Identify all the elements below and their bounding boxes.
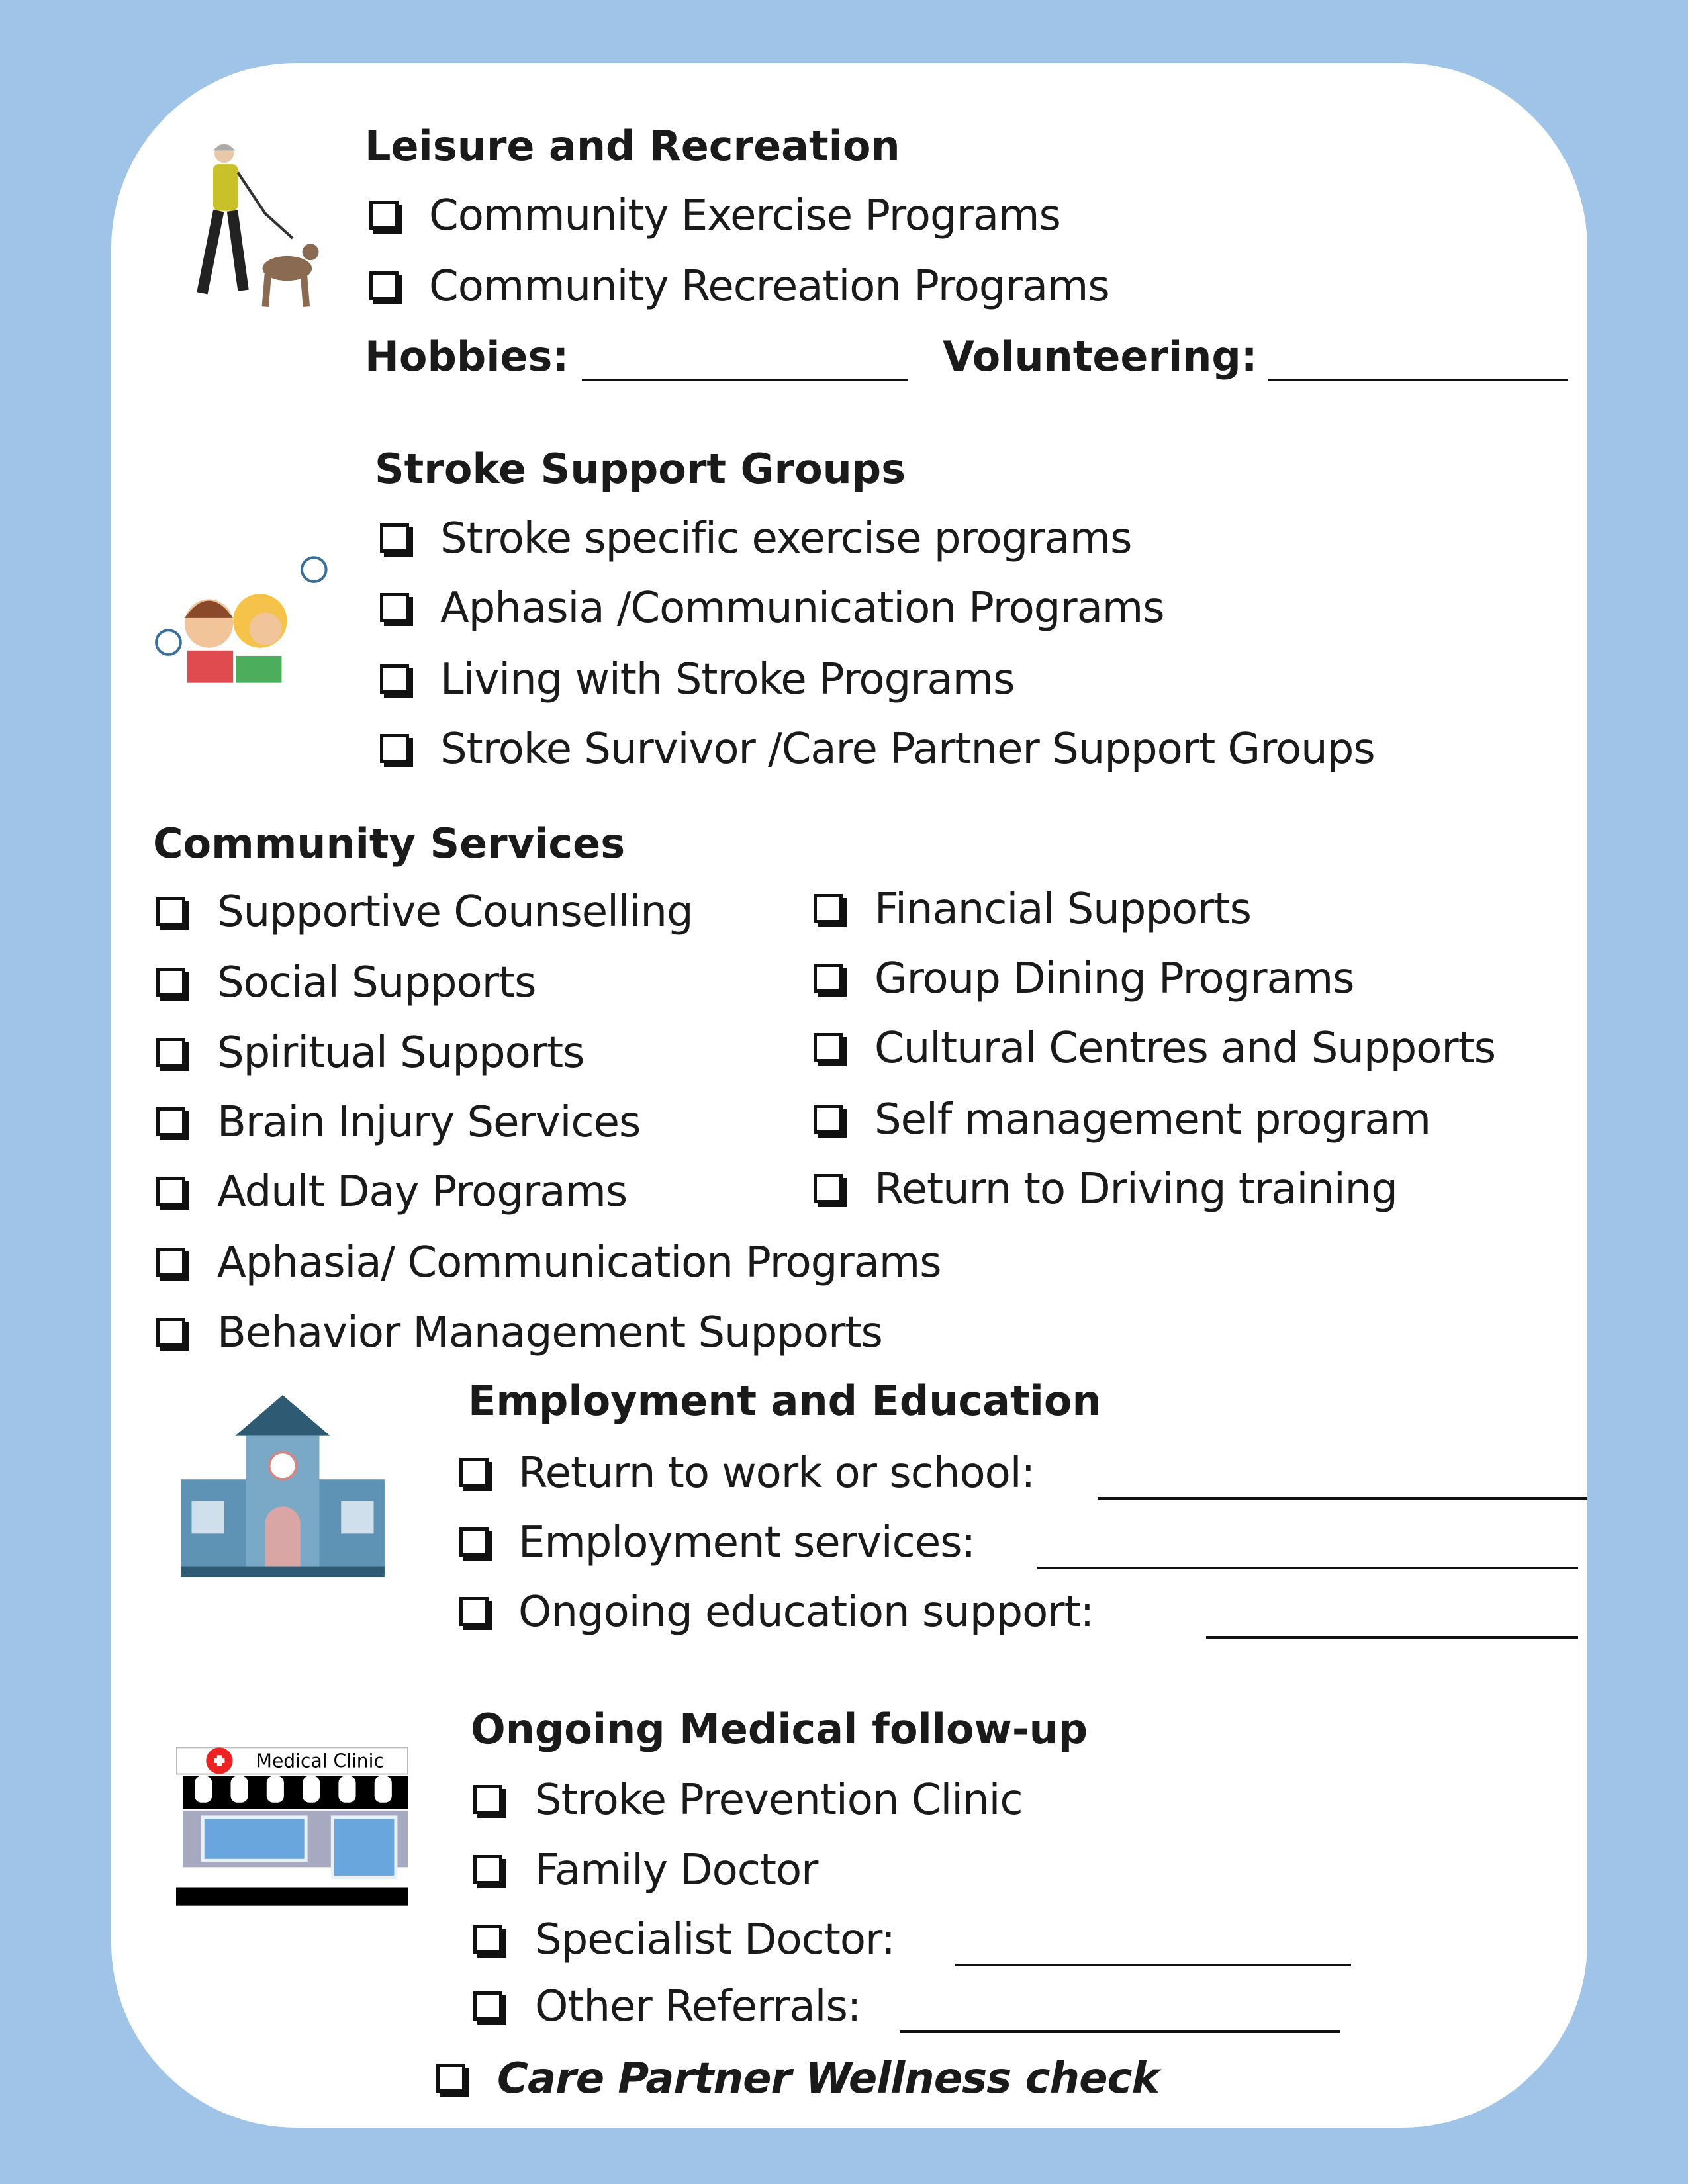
volunteering-field[interactable] — [1268, 379, 1568, 381]
item-label: Stroke Prevention Clinic — [535, 1776, 1023, 1825]
hobbies-field[interactable] — [582, 379, 908, 381]
employment-services-field[interactable] — [1037, 1567, 1578, 1569]
item-label: Behavior Management Supports — [217, 1308, 882, 1357]
item-label: Employment services: — [518, 1518, 976, 1567]
education-support-field[interactable] — [1206, 1636, 1578, 1639]
medical-heading: Ongoing Medical follow-up — [471, 1705, 1088, 1753]
school-building-icon — [180, 1395, 385, 1577]
checkbox[interactable] — [380, 734, 409, 763]
checkbox[interactable] — [156, 1177, 185, 1206]
checkbox[interactable] — [473, 1925, 502, 1954]
checkbox[interactable] — [459, 1597, 489, 1626]
item-label: Self management program — [874, 1095, 1430, 1144]
checkbox[interactable] — [156, 1318, 185, 1347]
medical-clinic-icon — [176, 1747, 409, 1907]
checkbox[interactable] — [156, 1248, 185, 1277]
checkbox[interactable] — [814, 964, 843, 993]
hobbies-label: Hobbies: — [365, 332, 569, 381]
item-label: Supportive Counselling — [217, 887, 693, 936]
checkbox[interactable] — [459, 1458, 489, 1487]
item-label: Care Partner Wellness check — [497, 2054, 1159, 2103]
checkbox[interactable] — [156, 1107, 185, 1136]
item-label: Return to Driving training — [874, 1165, 1397, 1214]
checkbox[interactable] — [473, 1785, 502, 1814]
checkbox[interactable] — [380, 523, 409, 553]
specialist-doctor-field[interactable] — [955, 1964, 1351, 1966]
volunteering-label: Volunteering: — [943, 332, 1258, 381]
return-to-work-field[interactable] — [1098, 1497, 1587, 1500]
item-label: Social Supports — [217, 958, 536, 1007]
community-services-heading: Community Services — [153, 819, 626, 868]
item-label: Stroke specific exercise programs — [440, 514, 1132, 563]
checkbox[interactable] — [380, 593, 409, 622]
checkbox[interactable] — [369, 271, 399, 300]
item-label: Cultural Centres and Supports — [874, 1024, 1496, 1073]
checkbox[interactable] — [459, 1527, 489, 1557]
item-label: Aphasia /Communication Programs — [440, 584, 1164, 633]
leisure-heading: Leisure and Recreation — [365, 122, 900, 170]
other-referrals-field[interactable] — [900, 2030, 1340, 2033]
item-label: Community Exercise Programs — [429, 191, 1060, 240]
checkbox[interactable] — [436, 2064, 465, 2093]
support-group-icon — [152, 555, 341, 687]
stroke-support-heading: Stroke Support Groups — [375, 445, 906, 493]
walking-with-dog-icon — [182, 142, 321, 334]
item-label: Stroke Survivor /Care Partner Support Groups — [440, 725, 1375, 774]
checkbox[interactable] — [473, 1855, 502, 1884]
checkbox[interactable] — [380, 664, 409, 694]
checkbox[interactable] — [814, 1105, 843, 1134]
item-label: Aphasia/ Communication Programs — [217, 1238, 941, 1287]
checkbox[interactable] — [156, 1038, 185, 1067]
checkbox[interactable] — [156, 968, 185, 997]
item-label: Other Referrals: — [535, 1982, 861, 2031]
item-label: Return to work or school: — [518, 1449, 1035, 1498]
employment-heading: Employment and Education — [468, 1377, 1102, 1425]
item-label: Family Doctor — [535, 1846, 818, 1895]
checkbox[interactable] — [814, 1033, 843, 1062]
checkbox[interactable] — [814, 1174, 843, 1203]
item-label: Ongoing education support: — [518, 1588, 1094, 1637]
checkbox[interactable] — [473, 1991, 502, 2021]
checkbox-community-exercise[interactable] — [369, 186, 1164, 246]
item-label: Living with Stroke Programs — [440, 655, 1015, 704]
item-label: Brain Injury Services — [217, 1098, 641, 1147]
clinic-sign-text: Medical Clinic — [256, 1750, 384, 1772]
item-label: Specialist Doctor: — [535, 1915, 895, 1964]
checkbox[interactable] — [156, 897, 185, 926]
item-label: Adult Day Programs — [217, 1167, 628, 1216]
checkbox[interactable] — [369, 201, 399, 230]
checkbox[interactable] — [814, 894, 843, 923]
item-label: Financial Supports — [874, 885, 1251, 934]
item-label: Group Dining Programs — [874, 954, 1354, 1003]
item-label: Spiritual Supports — [217, 1028, 585, 1077]
item-label: Community Recreation Programs — [429, 262, 1109, 311]
checkbox-community-recreation[interactable] — [369, 257, 1164, 316]
